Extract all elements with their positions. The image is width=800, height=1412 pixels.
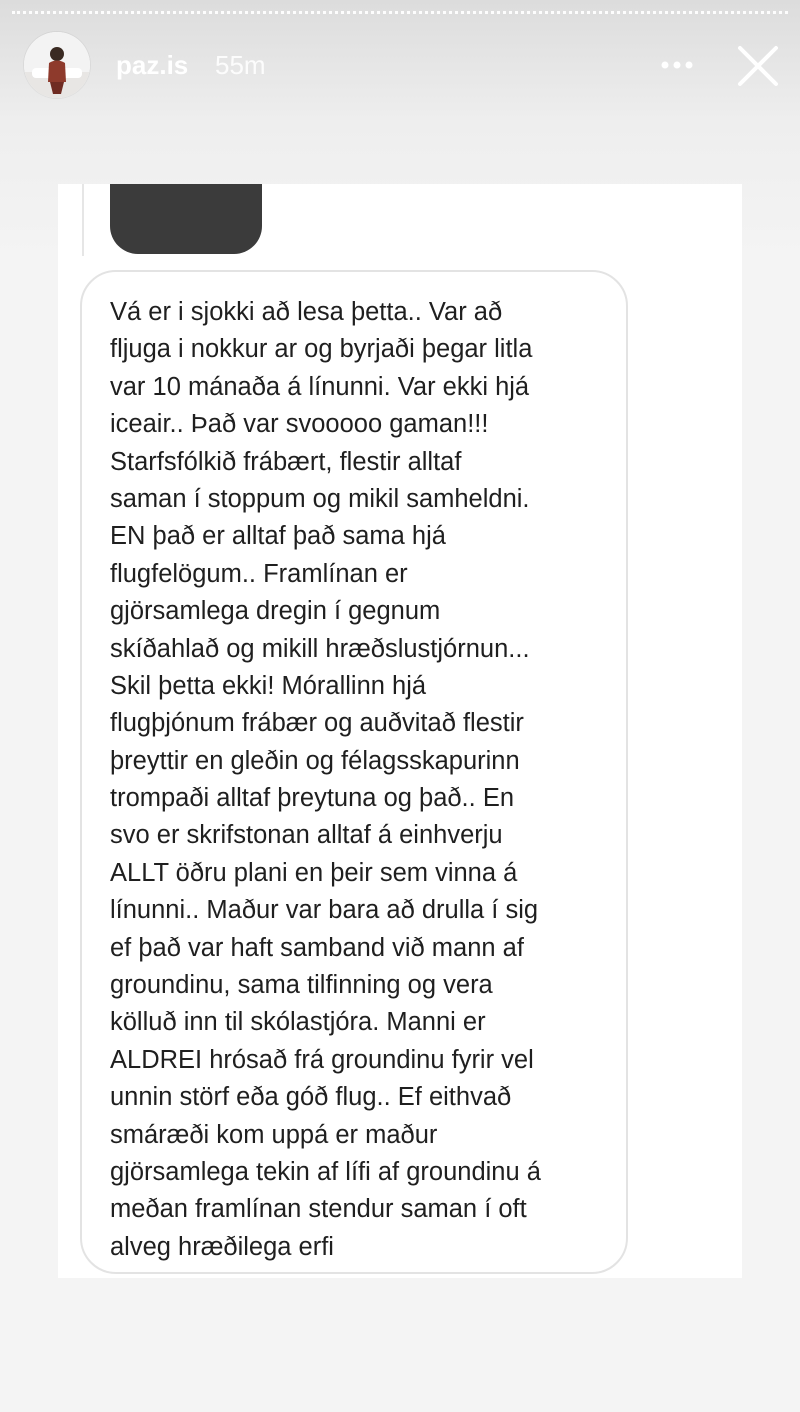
message-line: gjörsamlega dregin í gegnum — [110, 597, 441, 626]
message-text — [110, 294, 630, 1266]
message-line: unnin störf eða góð flug.. Ef eithvað — [110, 1083, 512, 1112]
message-line: saman í stoppum og mikil samheldni. — [110, 484, 530, 513]
avatar-image — [24, 32, 90, 98]
message-line: smáræði kom uppá er maður — [110, 1120, 438, 1149]
message-line: iceair.. Það var svooooo gaman!!! — [110, 410, 489, 439]
message-line: svo er skrifstonan alltaf á einhverju — [110, 821, 503, 850]
message-line: trompaði alltaf þreytuna og það.. En — [110, 784, 515, 813]
avatar[interactable] — [24, 32, 90, 98]
screenshot-card — [58, 184, 742, 1278]
message-line: var 10 mánaða á línunni. Var ekki hjá — [110, 372, 530, 401]
message-line: Vá er i sjokki að lesa þetta.. Var að — [110, 298, 503, 326]
reply-thread-line — [82, 184, 84, 256]
more-horizontal-icon[interactable] — [652, 42, 702, 88]
message-line: ALLT öðru plani en þeir sem vinna á — [110, 858, 518, 887]
username[interactable]: paz.is — [116, 50, 189, 80]
message-line: skíðahlað og mikill hræðslustjórnun... — [110, 634, 530, 663]
close-icon[interactable] — [734, 42, 782, 90]
message-line: þreyttir en gleðin og félagsskapurinn — [110, 746, 520, 775]
message-line: groundinu, sama tilfinning og vera — [110, 971, 493, 1000]
message-line: EN það er alltaf það sama hjá — [110, 522, 446, 551]
message-line: ef það var haft samband við mann af — [110, 933, 524, 962]
message-line: gjörsamlega tekin af lífi af groundinu á — [110, 1157, 541, 1186]
message-bubble — [80, 270, 628, 1274]
story-progress-bar — [12, 11, 788, 18]
message-line: ALDREI hrósað frá groundinu fyrir vel — [110, 1045, 534, 1074]
message-line: fljuga i nokkur ar og byrjaði þegar litla — [110, 335, 533, 364]
message-line: flugfelögum.. Framlínan er — [110, 559, 408, 588]
message-line: Skil þetta ekki! Mórallinn hjá — [110, 671, 427, 700]
message-line: línunni.. Maður var bara að drulla í sig — [110, 896, 539, 925]
timestamp: 55m — [215, 50, 266, 80]
story-header — [0, 32, 800, 102]
redacted-message-bubble — [110, 184, 262, 254]
message-line: alveg hræðilega erfi — [110, 1232, 334, 1261]
message-line: flugþjónum frábær og auðvitað flestir — [110, 709, 524, 738]
message-line: Starfsfólkið frábært, flestir alltaf — [110, 447, 462, 476]
message-line: meðan framlínan stendur saman í oft — [110, 1195, 527, 1224]
message-line: kölluð inn til skólastjóra. Manni er — [110, 1008, 486, 1037]
